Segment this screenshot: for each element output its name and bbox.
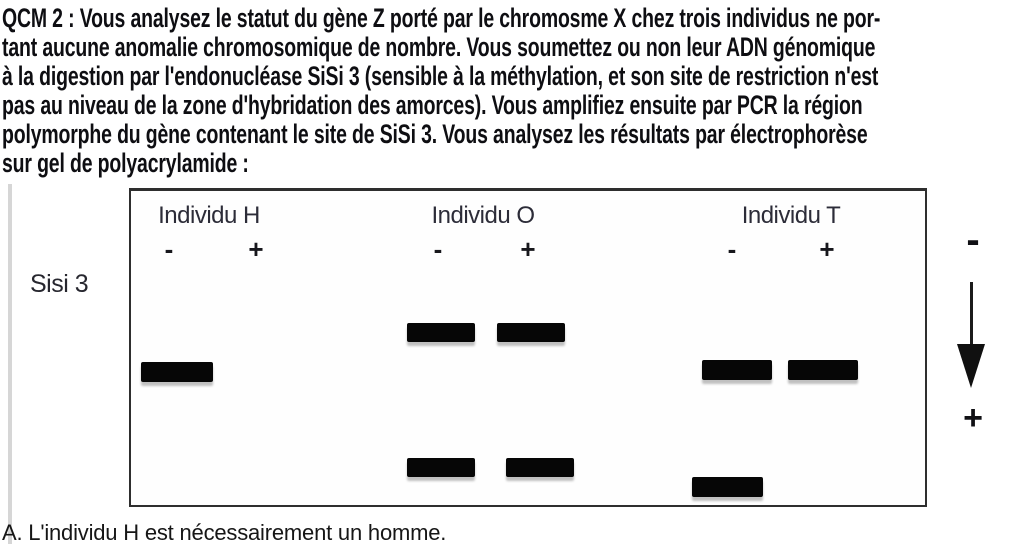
- answer-option-a: A. L'individu H est nécessairement un homme.: [2, 520, 447, 545]
- question-line: à la digestion par l'endonucléase SiSi 3 (sensible à la méthylation, et son site de restriction n'est: [2, 61, 879, 91]
- question-line: QCM 2 : Vous analysez le statut du gène Z porté par le chromosme X chez trois individus ne por-: [2, 3, 881, 33]
- enzyme-label: Sisi 3: [30, 270, 89, 298]
- gel-band-H-minus-mid: [141, 362, 213, 382]
- migration-arrow-shaft: [970, 282, 973, 346]
- gel-band-T-minus-lower: [692, 477, 763, 497]
- lane-t-plus-mark: +: [819, 234, 835, 264]
- lane-o-minus-mark: -: [433, 234, 443, 264]
- lane-h-minus-mark: -: [164, 234, 174, 264]
- individual-h-label: Individu H: [158, 202, 260, 229]
- gel-band-O-plus-upper: [497, 323, 565, 342]
- lane-t-minus-mark: -: [727, 234, 737, 264]
- question-line: sur gel de polyacrylamide :: [2, 148, 249, 178]
- question-line: polymorphe du gène contenant le site de SiSi 3. Vous analysez les résultats par électrophorèse: [2, 119, 868, 149]
- migration-arrow-head-icon: [957, 344, 985, 388]
- question-text-block: [2, 4, 1014, 178]
- electrode-positive-label: +: [963, 399, 983, 437]
- lane-o-plus-mark: +: [520, 234, 536, 264]
- scan-edge-artifact: [8, 184, 12, 544]
- gel-band-O-minus-lower: [407, 458, 475, 477]
- gel-band-T-plus-mid: [788, 360, 858, 380]
- gel-band-O-plus-lower: [506, 458, 574, 477]
- gel-band-O-minus-upper: [407, 323, 475, 342]
- individual-o-label: Individu O: [431, 202, 535, 229]
- question-line: pas au niveau de la zone d'hybridation des amorces). Vous amplifiez ensuite par PCR la région: [2, 90, 863, 120]
- electrode-negative-label: -: [966, 218, 980, 262]
- question-line: tant aucune anomalie chromosomique de nombre. Vous soumettez ou non leur ADN génomique: [2, 32, 876, 62]
- lane-h-plus-mark: +: [248, 234, 264, 264]
- individual-t-label: Individu T: [741, 202, 841, 229]
- gel-band-T-minus-mid: [702, 360, 772, 380]
